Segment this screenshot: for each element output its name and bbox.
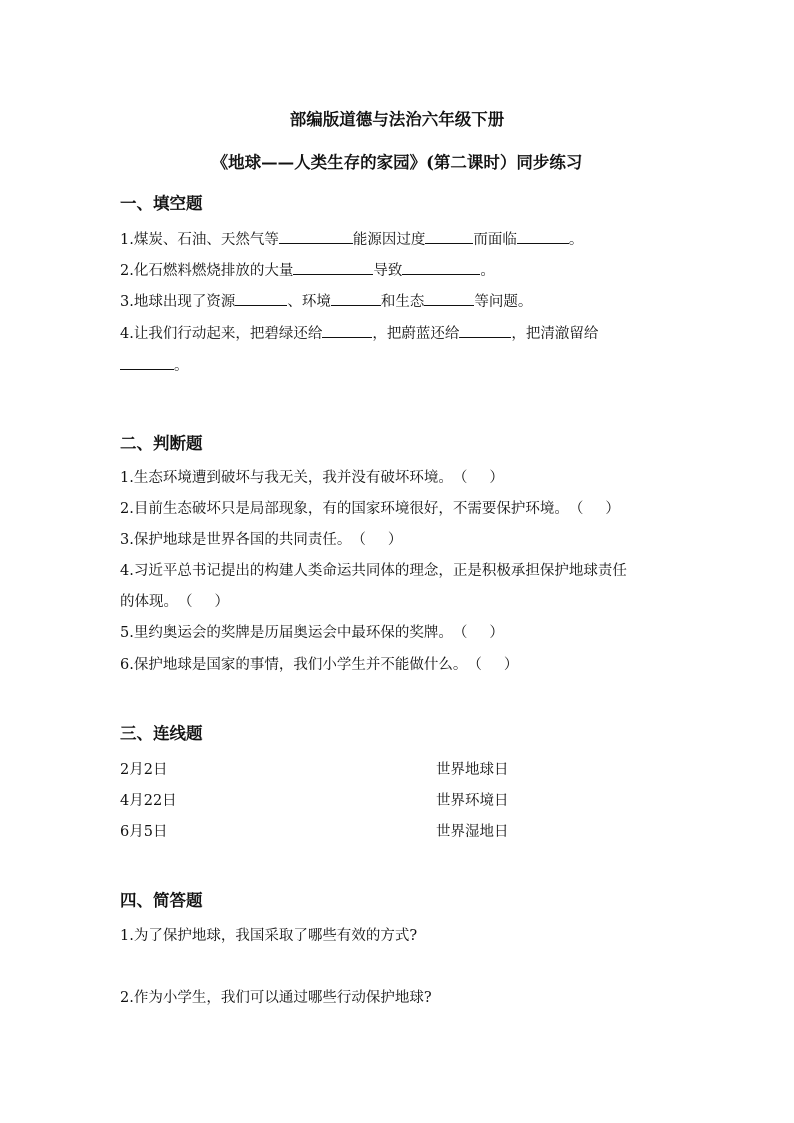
matching-right-item[interactable]: 世界环境日 bbox=[436, 793, 509, 809]
matching-left-item[interactable]: 2月2日 bbox=[120, 762, 168, 778]
answer-blank[interactable] bbox=[425, 228, 473, 244]
answer-blank[interactable] bbox=[235, 290, 287, 306]
section-heading-fill-in: 一、填空题 bbox=[120, 194, 203, 213]
true-false-question-2: 2.目前生态破坏只是局部现象，有的国家环境很好，不需要保护环境。（ ） bbox=[120, 497, 620, 518]
answer-parentheses[interactable]: （ ） bbox=[178, 594, 229, 610]
answer-blank[interactable] bbox=[293, 259, 373, 275]
matching-left-item[interactable]: 6月5日 bbox=[120, 824, 168, 840]
answer-blank[interactable] bbox=[402, 259, 480, 275]
worksheet-title: 部编版道德与法治六年级下册 bbox=[289, 110, 505, 129]
answer-parentheses[interactable]: （ ） bbox=[452, 625, 504, 641]
fill-in-question-4: 4.让我们行动起来，把碧绿还给 ，把蔚蓝还给 ，把清澈留给 bbox=[120, 322, 598, 343]
true-false-question-4-continued: 的体现。（ ） bbox=[120, 590, 229, 611]
answer-blank[interactable] bbox=[459, 322, 511, 338]
fill-in-question-1: 1.煤炭、石油、天然气等 能源因过度 而面临 。 bbox=[120, 228, 583, 249]
answer-blank[interactable] bbox=[331, 290, 381, 306]
true-false-question-5: 5.里约奥运会的奖牌是历届奥运会中最环保的奖牌。（ ） bbox=[120, 621, 504, 642]
answer-parentheses[interactable]: （ ） bbox=[452, 470, 504, 486]
section-heading-short-answer: 四、简答题 bbox=[120, 891, 203, 910]
short-answer-question-2: 2.作为小学生，我们可以通过哪些行动保护地球? bbox=[120, 990, 432, 1006]
fill-in-question-3: 3.地球出现了资源 、环境 和生态 等问题。 bbox=[120, 290, 532, 311]
matching-right-item[interactable]: 世界地球日 bbox=[436, 762, 509, 778]
answer-blank[interactable] bbox=[322, 322, 372, 338]
true-false-question-4: 4.习近平总书记提出的构建人类命运共同体的理念，正是积极承担保护地球责任 bbox=[120, 563, 627, 579]
answer-parentheses[interactable]: （ ） bbox=[568, 501, 620, 517]
matching-right-item[interactable]: 世界湿地日 bbox=[436, 824, 509, 840]
answer-parentheses[interactable]: （ ） bbox=[467, 657, 519, 673]
section-heading-true-false: 二、判断题 bbox=[120, 434, 203, 453]
true-false-question-6: 6.保护地球是国家的事情，我们小学生并不能做什么。（ ） bbox=[120, 653, 518, 674]
true-false-question-1: 1.生态环境遭到破坏与我无关，我并没有破坏环境。（ ） bbox=[120, 466, 504, 487]
matching-left-item[interactable]: 4月22日 bbox=[120, 793, 177, 809]
answer-blank[interactable] bbox=[279, 228, 353, 244]
answer-blank[interactable] bbox=[424, 290, 474, 306]
answer-blank[interactable] bbox=[120, 354, 174, 370]
answer-parentheses[interactable]: （ ） bbox=[351, 532, 403, 548]
worksheet-subtitle: 《地球——人类生存的家园》(第二课时）同步练习 bbox=[211, 153, 583, 172]
section-heading-matching: 三、连线题 bbox=[120, 724, 203, 743]
fill-in-question-2: 2.化石燃料燃烧排放的大量 导致 。 bbox=[120, 259, 495, 280]
short-answer-question-1: 1.为了保护地球，我国采取了哪些有效的方式? bbox=[120, 928, 418, 944]
true-false-question-3: 3.保护地球是世界各国的共同责任。（ ） bbox=[120, 528, 402, 549]
answer-blank[interactable] bbox=[517, 228, 569, 244]
fill-in-question-4-continued: 。 bbox=[120, 354, 189, 375]
